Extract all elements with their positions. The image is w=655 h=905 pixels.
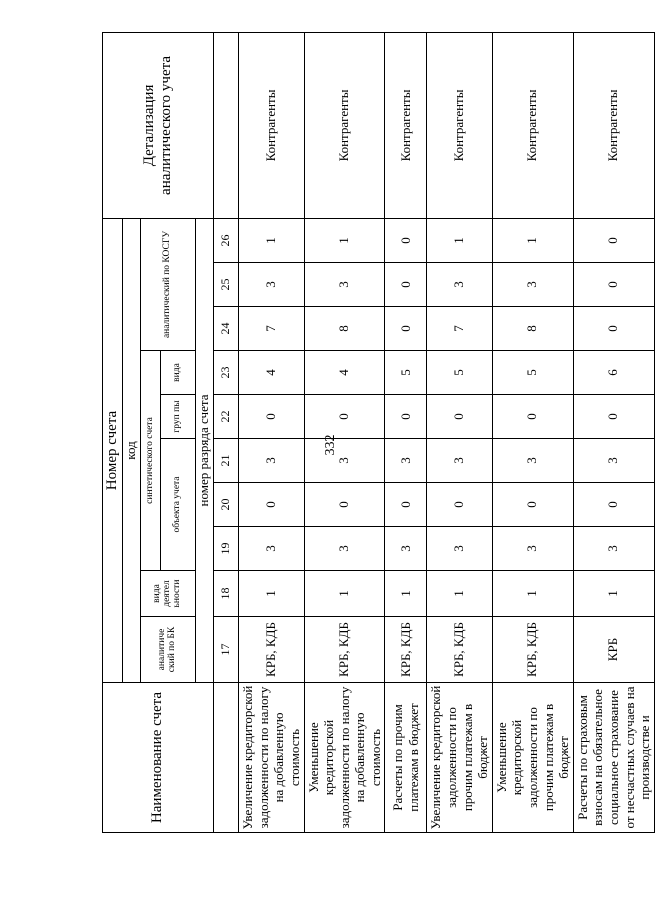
- cell-value: 0: [304, 483, 385, 527]
- header-code: код: [123, 218, 141, 682]
- cell-value: 3: [492, 263, 573, 307]
- cell-value: 0: [573, 483, 654, 527]
- cell-detail: Контрагенты: [239, 32, 304, 218]
- header-account-number: Номер счета: [103, 218, 123, 682]
- cell-value: 1: [239, 218, 304, 262]
- cell-analytic-bk: КРБ, КДБ: [492, 617, 573, 683]
- header-analytic-bk: аналитиче ский по БК: [141, 617, 196, 683]
- cell-value: 1: [304, 218, 385, 262]
- table-row: [239, 32, 304, 832]
- header-detail: Детализация аналитического учета: [103, 32, 214, 218]
- page-number: 332: [323, 434, 338, 456]
- cell-value: 5: [385, 351, 427, 395]
- table-row: [427, 32, 492, 832]
- header-kosgu: аналитический по КОСГУ: [141, 218, 196, 350]
- cell-value: 0: [427, 395, 492, 439]
- column-numbers-row: [214, 32, 239, 832]
- cell-value: 1: [427, 218, 492, 262]
- account-name: Увеличение кредиторской задолженности по налогу на добавленную стоимость: [239, 683, 304, 833]
- account-name: Уменьшение кредиторской задолженности по налогу на добавленную стоимость: [304, 683, 385, 833]
- cell-value: 0: [239, 395, 304, 439]
- cell-value: 3: [492, 439, 573, 483]
- cell-value: 1: [492, 218, 573, 262]
- header-name: Наименование счета: [103, 683, 214, 833]
- cell-value: 3: [427, 263, 492, 307]
- cell-value: 1: [239, 571, 304, 617]
- cell-detail: Контрагенты: [427, 32, 492, 218]
- header-row-1: [103, 32, 123, 832]
- table-row: [492, 32, 573, 832]
- header-rank: номер разряда счета: [196, 218, 214, 682]
- cell-value: 0: [427, 483, 492, 527]
- column-number-blank: [214, 683, 239, 833]
- column-number: 20: [214, 483, 239, 527]
- table-row: [573, 32, 654, 832]
- rotated-table-container: [102, 33, 653, 833]
- column-number: 25: [214, 263, 239, 307]
- cell-value: 0: [304, 395, 385, 439]
- column-number: 19: [214, 527, 239, 571]
- cell-value: 5: [492, 351, 573, 395]
- cell-value: 0: [385, 218, 427, 262]
- column-number: 24: [214, 307, 239, 351]
- cell-value: 3: [427, 527, 492, 571]
- cell-value: 3: [573, 439, 654, 483]
- header-kind: вида: [161, 351, 196, 395]
- cell-value: 6: [573, 351, 654, 395]
- cell-value: 1: [304, 571, 385, 617]
- column-number: 21: [214, 439, 239, 483]
- cell-value: 8: [492, 307, 573, 351]
- cell-value: 0: [385, 263, 427, 307]
- cell-value: 3: [239, 439, 304, 483]
- cell-value: 7: [239, 307, 304, 351]
- column-number: 22: [214, 395, 239, 439]
- column-number: 23: [214, 351, 239, 395]
- header-synthetic: синтетического счета: [141, 351, 161, 571]
- account-name: Расчеты по страховым взносам на обязательное социальное страхование от несчастных случаев на производстве и: [573, 683, 654, 833]
- cell-value: 3: [385, 527, 427, 571]
- cell-value: 1: [492, 571, 573, 617]
- cell-value: 0: [573, 263, 654, 307]
- cell-value: 3: [573, 527, 654, 571]
- account-name: Увеличение кредиторской задолженности по прочим платежам в бюджет: [427, 683, 492, 833]
- cell-value: 0: [492, 395, 573, 439]
- column-number: 18: [214, 571, 239, 617]
- cell-value: 3: [492, 527, 573, 571]
- cell-value: 0: [492, 483, 573, 527]
- cell-detail: Контрагенты: [304, 32, 385, 218]
- cell-value: 1: [385, 571, 427, 617]
- header-activity-type: вида деятел ьности: [141, 571, 196, 617]
- table-row: [385, 32, 427, 832]
- cell-value: 0: [573, 218, 654, 262]
- cell-value: 1: [573, 571, 654, 617]
- cell-value: 0: [385, 483, 427, 527]
- cell-value: 7: [427, 307, 492, 351]
- cell-value: 4: [304, 351, 385, 395]
- cell-value: 1: [427, 571, 492, 617]
- cell-detail: Контрагенты: [492, 32, 573, 218]
- cell-detail: Контрагенты: [385, 32, 427, 218]
- cell-value: 3: [304, 263, 385, 307]
- cell-value: 3: [427, 439, 492, 483]
- cell-value: 5: [427, 351, 492, 395]
- account-name: Расчеты по прочим платежам в бюджет: [385, 683, 427, 833]
- cell-value: 4: [239, 351, 304, 395]
- account-name: Уменьшение кредиторской задолженности по прочим платежам в бюджет: [492, 683, 573, 833]
- header-group: груп пы: [161, 395, 196, 439]
- cell-value: 3: [304, 527, 385, 571]
- cell-value: 3: [304, 439, 385, 483]
- cell-analytic-bk: КРБ, КДБ: [239, 617, 304, 683]
- cell-analytic-bk: КРБ, КДБ: [385, 617, 427, 683]
- cell-analytic-bk: КРБ, КДБ: [304, 617, 385, 683]
- cell-analytic-bk: КРБ: [573, 617, 654, 683]
- cell-value: 3: [239, 527, 304, 571]
- cell-value: 0: [385, 395, 427, 439]
- cell-detail: Контрагенты: [573, 32, 654, 218]
- cell-analytic-bk: КРБ, КДБ: [427, 617, 492, 683]
- cell-value: 3: [385, 439, 427, 483]
- column-number: 17: [214, 617, 239, 683]
- column-number-blank: [214, 32, 239, 218]
- cell-value: 0: [385, 307, 427, 351]
- cell-value: 0: [239, 483, 304, 527]
- cell-value: 0: [573, 395, 654, 439]
- accounts-table: [102, 32, 655, 833]
- header-account-object: объекта учета: [161, 439, 196, 571]
- cell-value: 8: [304, 307, 385, 351]
- table-row: [304, 32, 385, 832]
- cell-value: 0: [573, 307, 654, 351]
- column-number: 26: [214, 218, 239, 262]
- cell-value: 3: [239, 263, 304, 307]
